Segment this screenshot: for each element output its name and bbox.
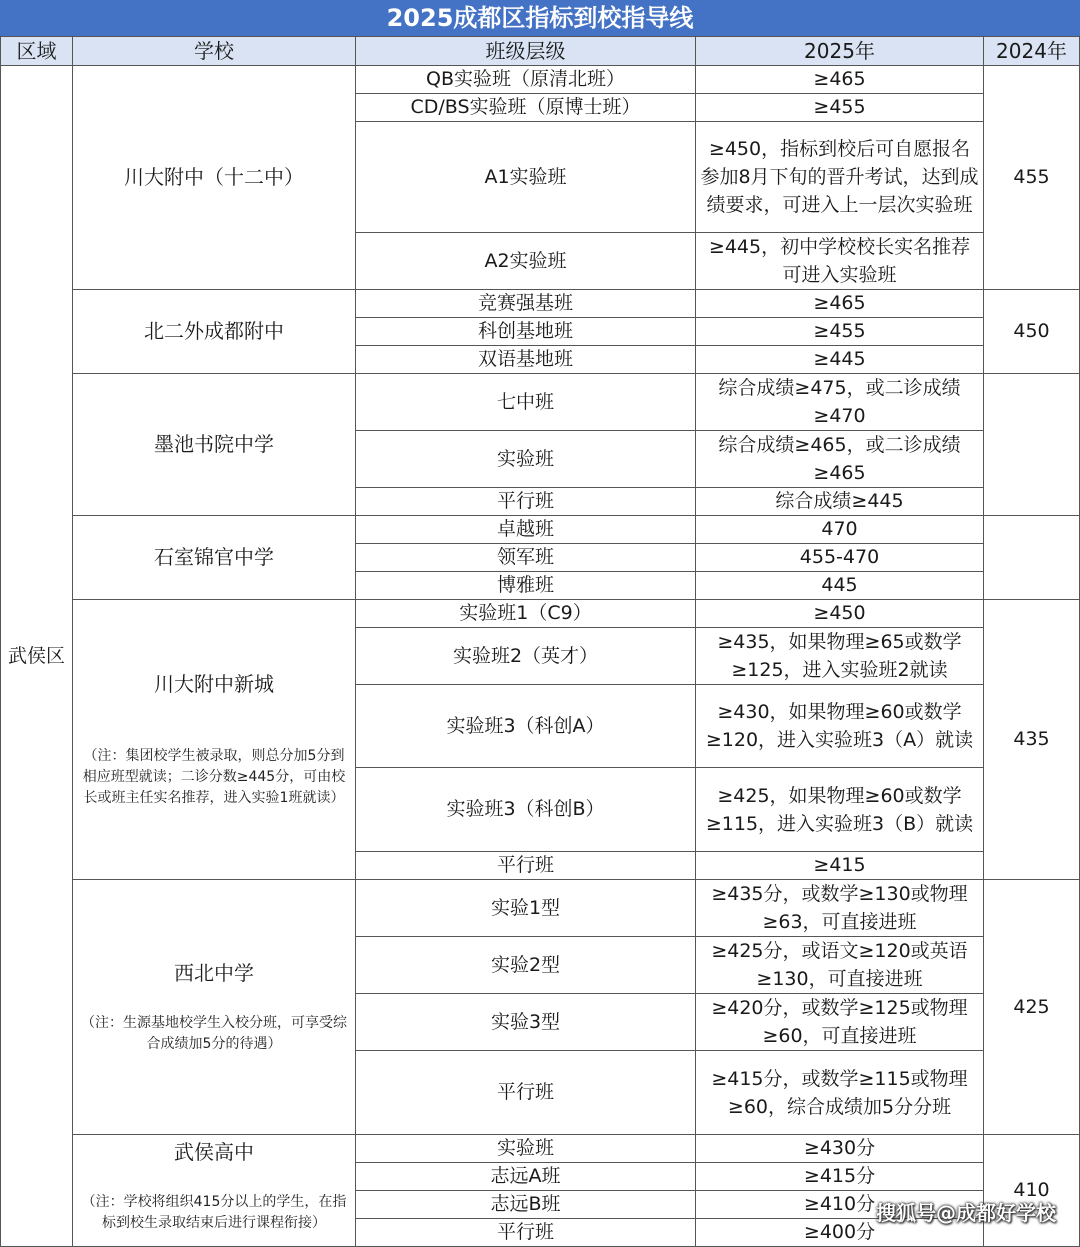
class-cell: 实验1型 [356,880,696,937]
score-2025-cell: ≥430分 [696,1135,984,1163]
school-cell [73,374,356,516]
class-cell: 双语基地班 [356,346,696,374]
watermark: 搜狐号@成都好学校 [876,1201,1056,1225]
score-2024-cell: 450 [984,290,1080,374]
school-cell [73,290,356,374]
score-2025-cell: ≥435，如果物理≥65或数学≥125，进入实验班2就读 [696,628,984,685]
school-cell [73,516,356,600]
class-cell: 卓越班 [356,516,696,544]
school-name: 北二外成都附中 [144,319,284,343]
score-2025-cell: 455-470 [696,544,984,572]
class-cell: 志远B班 [356,1191,696,1219]
school-cell [73,880,356,1135]
score-2025-cell: ≥415分，或数学≥115或物理≥60，综合成绩加5分分班 [696,1051,984,1135]
table-row [1,516,1080,544]
header-2025: 2025年 [696,37,984,66]
header-row [1,37,1080,66]
table-row [1,290,1080,318]
score-2025-cell: ≥455 [696,94,984,122]
school-cell [73,66,356,290]
table-row [1,1135,1080,1163]
score-2024-cell: 410 [984,1135,1080,1247]
school-cell [73,1135,356,1247]
score-2025-cell: 综合成绩≥465，或二诊成绩≥465 [696,431,984,488]
class-cell: QB实验班（原清北班） [356,66,696,94]
guideline-table [0,36,1080,1247]
school-name: 川大附中（十二中） [124,165,304,189]
school-name: 墨池书院中学 [154,432,274,456]
class-cell: 实验班1（C9） [356,600,696,628]
school-name: 西北中学 [174,960,254,985]
school-name: 石室锦官中学 [154,545,274,569]
class-cell: 实验2型 [356,937,696,994]
class-cell: 领军班 [356,544,696,572]
school-note: （注：学校将组织415分以上的学生，在指标到校生录取结束后进行课程衔接） [81,1194,347,1231]
score-2025-cell: ≥445，初中学校校长实名推荐可进入实验班 [696,233,984,290]
score-2025-cell: ≥425，如果物理≥60或数学≥115，进入实验班3（B）就读 [696,768,984,852]
score-2024-cell: 435 [984,600,1080,880]
school-note: （注：生源基地校学生入校分班，可享受综合成绩加5分的待遇） [81,1014,347,1052]
score-2025-cell: ≥465 [696,290,984,318]
class-cell: 博雅班 [356,572,696,600]
score-2025-cell: ≥410分 [696,1191,984,1219]
score-2024-cell [984,374,1080,516]
class-cell: 实验班3（科创A） [356,685,696,768]
school-note: （注：集团校学生被录取，则总分加5分到相应班型就读；二诊分数≥445分，可由校长或班主任实名推荐，进入实验1班就读） [82,747,346,806]
school-name: 武侯高中 [174,1140,254,1164]
score-2025-cell: ≥435分，或数学≥130或物理≥63，可直接进班 [696,880,984,937]
class-cell: 志远A班 [356,1163,696,1191]
table-row [1,600,1080,628]
score-2025-cell: ≥455 [696,318,984,346]
class-cell: 平行班 [356,1219,696,1247]
score-2025-cell: 综合成绩≥445 [696,488,984,516]
score-2025-cell: ≥415分 [696,1163,984,1191]
class-cell: 竞赛强基班 [356,290,696,318]
header-2024: 2024年 [984,37,1080,66]
class-cell: CD/BS实验班（原博士班） [356,94,696,122]
score-2025-cell: 综合成绩≥475，或二诊成绩≥470 [696,374,984,431]
class-cell: A1实验班 [356,122,696,233]
class-cell: 实验班3（科创B） [356,768,696,852]
score-2025-cell: 445 [696,572,984,600]
table-title: 2025成都区指标到校指导线 [0,0,1080,36]
class-cell: 实验班2（英才） [356,628,696,685]
score-2025-cell: ≥450，指标到校后可自愿报名参加8月下旬的晋升考试，达到成绩要求，可进入上一层次实验班 [696,122,984,233]
class-cell: 实验3型 [356,994,696,1051]
class-cell: 平行班 [356,1051,696,1135]
class-cell: 七中班 [356,374,696,431]
score-2024-cell: 455 [984,66,1080,290]
table-row [1,880,1080,937]
score-2025-cell: ≥400分 [696,1219,984,1247]
table-row [1,66,1080,94]
class-cell: 科创基地班 [356,318,696,346]
score-2024-cell: 425 [984,880,1080,1135]
score-2025-cell: ≥465 [696,66,984,94]
score-2025-cell: ≥415 [696,852,984,880]
class-cell: A2实验班 [356,233,696,290]
score-2025-cell: ≥450 [696,600,984,628]
region-cell: 武侯区 [1,66,73,1247]
score-2025-cell: ≥445 [696,346,984,374]
header-school: 学校 [73,37,356,66]
class-cell: 实验班 [356,1135,696,1163]
class-cell: 平行班 [356,488,696,516]
score-2025-cell: 470 [696,516,984,544]
score-2025-cell: ≥430，如果物理≥60或数学≥120，进入实验班3（A）就读 [696,685,984,768]
class-cell: 实验班 [356,431,696,488]
score-2024-cell [984,516,1080,600]
score-2025-cell: ≥425分，或语文≥120或英语≥130，可直接进班 [696,937,984,994]
class-cell: 平行班 [356,852,696,880]
header-class-level: 班级层级 [356,37,696,66]
school-cell [73,600,356,880]
score-2025-cell: ≥420分，或数学≥125或物理≥60，可直接进班 [696,994,984,1051]
school-name: 川大附中新城 [154,671,274,696]
header-region: 区域 [1,37,73,66]
table-row [1,374,1080,431]
